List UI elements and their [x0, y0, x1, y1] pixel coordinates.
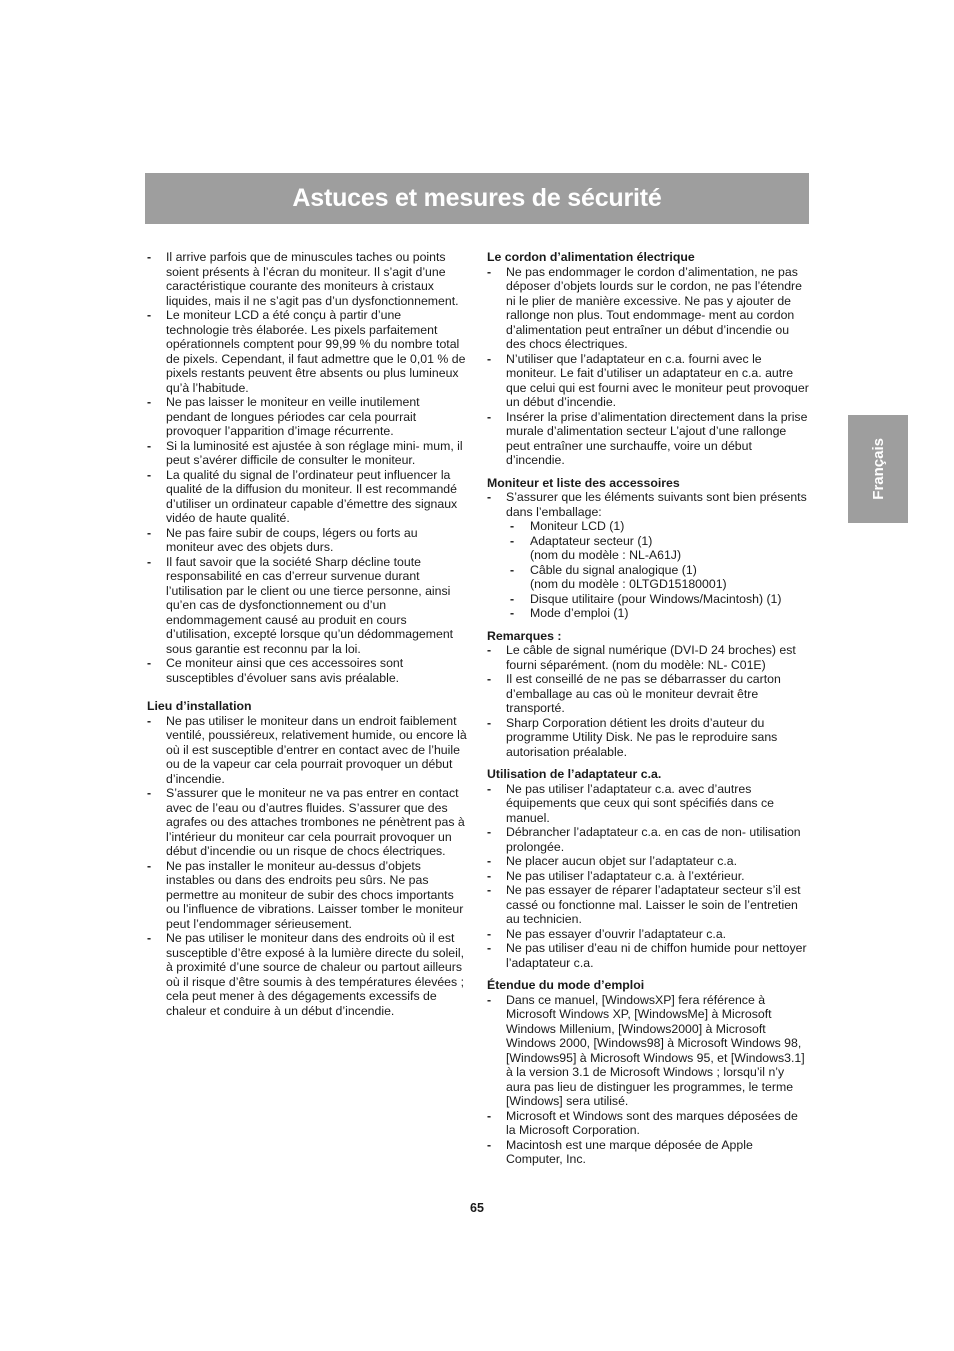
- power-cord-list: [487, 265, 809, 468]
- list-item: - La qualité du signal de l’ordinateur peut influencer la qualité de la diffusion du moniteur. Il est recommandé d’utiliser un ordinateur capable d’émettre des signaux vidéo de haute qualité.: [147, 468, 467, 526]
- list-item: - Microsoft et Windows sont des marques déposées de la Microsoft Corporation.: [487, 1109, 809, 1138]
- list-item: - Ne pas essayer d’ouvrir l’adaptateur c.a.: [487, 927, 809, 942]
- list-item: - Insérer la prise d’alimentation directement dans la prise murale d’alimentation secteur L’ajout d’une rallonge peut entraîner une surchauffe, voire un début d’incendie.: [487, 410, 809, 468]
- section-heading: Utilisation de l’adaptateur c.a.: [487, 767, 662, 781]
- installation-section: [147, 699, 467, 1018]
- list-item: - Ne pas essayer de réparer l’adaptateur secteur s’il est cassé ou fonctionne mal. Laisser le soin de l’entretien au technicien.: [487, 883, 809, 927]
- accessories-list: [487, 490, 809, 621]
- page-number: 65: [470, 1201, 484, 1215]
- list-item: - N’utiliser que l’adaptateur en c.a. fourni avec le moniteur. Le fait d’utiliser un adaptateur en c.a. autre que celui qui est fourni avec le moniteur peut provoquer un début d’incendie.: [487, 352, 809, 410]
- list-item: [487, 490, 809, 621]
- intro-list: [147, 250, 467, 685]
- list-item: - Ne pas faire subir de coups, légers ou forts au moniteur avec des objets durs.: [147, 526, 467, 555]
- list-item: - Le câble de signal numérique (DVI-D 24 broches) est fourni séparément. (nom du modèle: NL- C01E): [487, 643, 809, 672]
- list-item: - Ne pas utiliser l’adaptateur c.a. à l’extérieur.: [487, 869, 809, 884]
- list-item: - Il arrive parfois que de minuscules taches ou points soient présents à l’écran du moniteur. Il s’agit d’une caractéristique courante des moniteurs à cristaux liquides, mais il ne s’agit pas d’un dysfonctionnement.: [147, 250, 467, 308]
- list-item: - Ne pas utiliser l’adaptateur c.a. avec d’autres équipements que ceux qui sont spécifiés dans ce manuel.: [487, 782, 809, 826]
- accessory-item: - Moniteur LCD (1): [506, 519, 809, 534]
- list-item: - Ne pas laisser le moniteur en veille inutilement pendant de longues périodes car cela pourrait provoquer l’apparition d’image récurrente.: [147, 395, 467, 439]
- list-item: - Il faut savoir que la société Sharp décline toute responsabilité en cas d’erreur survenue durant l’utilisation par le client ou une tierce personne, ainsi qu’en cas de dysfonctionnement ou d’un endommagement causé au produit en cours d’utilisation, excepté lorsque qu’un dédommagement sous garantie est reconnu par la loi.: [147, 555, 467, 657]
- installation-list: [147, 714, 467, 1019]
- list-item: - Il est conseillé de ne pas se débarrasser du carton d’emballage au cas où le moniteur devrait être transporté.: [487, 672, 809, 716]
- list-item: - Macintosh est une marque déposée de Apple Computer, Inc.: [487, 1138, 809, 1167]
- section-heading: Moniteur et liste des accessoires: [487, 475, 680, 490]
- section-heading: Étendue du mode d’emploi: [487, 978, 645, 992]
- list-item: - Ne pas endommager le cordon d’alimentation, ne pas déposer d’objets lourds sur le cordon, ne pas l’étendre ni le plier de manière excessive. Ne pas y ajouter de rallonge non plus. Tout endommage- ment au cordon d’alimentation peut entraîner un début d’incendie ou des chocs électriques.: [487, 265, 809, 352]
- list-item: - Sharp Corporation détient les droits d’auteur du programme Utility Disk. Ne pas le reproduire sans autorisation préalable.: [487, 716, 809, 760]
- page-title: Astuces et mesures de sécurité: [292, 184, 662, 212]
- power-cord-section: [487, 250, 809, 468]
- list-item: - Ne placer aucun objet sur l’adaptateur c.a.: [487, 854, 809, 869]
- list-item: - Débrancher l’adaptateur c.a. en cas de non- utilisation prolongée.: [487, 825, 809, 854]
- list-item: - Ne pas installer le moniteur au-dessus d’objets instables ou dans des endroits peu sûrs. Ne pas permettre au moniteur de subir des chocs importants ou l’influence de vibrations. Laisser tomber le moniteur peut l’endommager sérieusement.: [147, 859, 467, 932]
- list-item: - Dans ce manuel, [WindowsXP] fera référence à Microsoft Windows XP, [WindowsMe] à Microsoft Windows Millenium, [Windows2000] à Microsoft Windows 2000, [Windows98] à Microsoft Windows 98, [Windows95] à Microsoft Windows 95, et [Windows3.1] à la version 3.1 de Microsoft Windows ; lorsqu’il n’y aura pas lieu de distinguer les programmes, le terme [Windows] sera utilisé.: [487, 993, 809, 1109]
- list-item: - Le moniteur LCD a été conçu à partir d’une technologie très élaborée. Les pixels parfaitement opérationnels comptent pour 99,99 % du nombre total de pixels. Cependant, il faut admettre que le 0,01 % de pixels restants peuvent être absents ou plus lumineux qu’à l’habitude.: [147, 308, 467, 395]
- accessory-item: - Disque utilitaire (pour Windows/Macintosh) (1): [506, 592, 809, 607]
- scope-section: [487, 978, 809, 1167]
- accessory-note: (nom du modèle : NL-A61J): [530, 548, 682, 562]
- scope-list: [487, 993, 809, 1167]
- accessory-note: (nom du modèle : 0LTGD15180001): [530, 577, 727, 591]
- remarks-section: [487, 629, 809, 760]
- section-heading: Remarques :: [487, 628, 562, 643]
- right-column: [487, 250, 809, 1167]
- accessories-lead: S’assurer que les éléments suivants sont bien présents dans l’emballage:: [506, 490, 807, 519]
- title-bar: [145, 173, 809, 224]
- section-heading: Le cordon d’alimentation électrique: [487, 250, 695, 264]
- adapter-list: [487, 782, 809, 971]
- list-item: - Si la luminosité est ajustée à son réglage mini- mum, il peut s’avérer difficile de consulter le moniteur.: [147, 439, 467, 468]
- accessories-sublist: [506, 519, 809, 621]
- list-item: - Ne pas utiliser d’eau ni de chiffon humide pour nettoyer l’adaptateur c.a.: [487, 941, 809, 970]
- accessory-item: - Câble du signal analogique (1) (nom du modèle : 0LTGD15180001): [506, 563, 809, 592]
- list-item: - Ne pas utiliser le moniteur dans un endroit faiblement ventilé, poussiéreux, relativement humide, ou encore là où il est susceptible d’entrer en contact avec de l’huile ou de la vapeur car cela pourrait provoquer un début d’incendie.: [147, 714, 467, 787]
- accessories-section: [487, 476, 809, 621]
- section-heading: Lieu d’installation: [147, 699, 252, 713]
- accessory-item: - Mode d’emploi (1): [506, 606, 809, 621]
- accessory-item: - Adaptateur secteur (1) (nom du modèle : NL-A61J): [506, 534, 809, 563]
- left-column: [147, 250, 467, 1018]
- list-item: - S’assurer que le moniteur ne va pas entrer en contact avec de l’eau ou d’autres fluides. S’assurer que des agrafes ou des attaches trombones ne pénètrent pas à l’intérieur du moniteur car cela pourrait provoquer un début d’incendie ou un risque de chocs électriques.: [147, 786, 467, 859]
- remarks-list: [487, 643, 809, 759]
- adapter-section: [487, 767, 809, 970]
- list-item: - Ne pas utiliser le moniteur dans des endroits où il est susceptible d’être exposé à la lumière directe du soleil, à proximité d’une source de chaleur ou partout ailleurs où il risque d’être soumis à des températures élevées ; cela peut mener à des dégagements excessifs de chaleur et conduire à un début d’incendie.: [147, 931, 467, 1018]
- language-tab-label: Français: [869, 438, 887, 500]
- list-item: - Ce moniteur ainsi que ces accessoires sont susceptibles d’évoluer sans avis préalable.: [147, 656, 467, 685]
- language-tab: [848, 415, 908, 523]
